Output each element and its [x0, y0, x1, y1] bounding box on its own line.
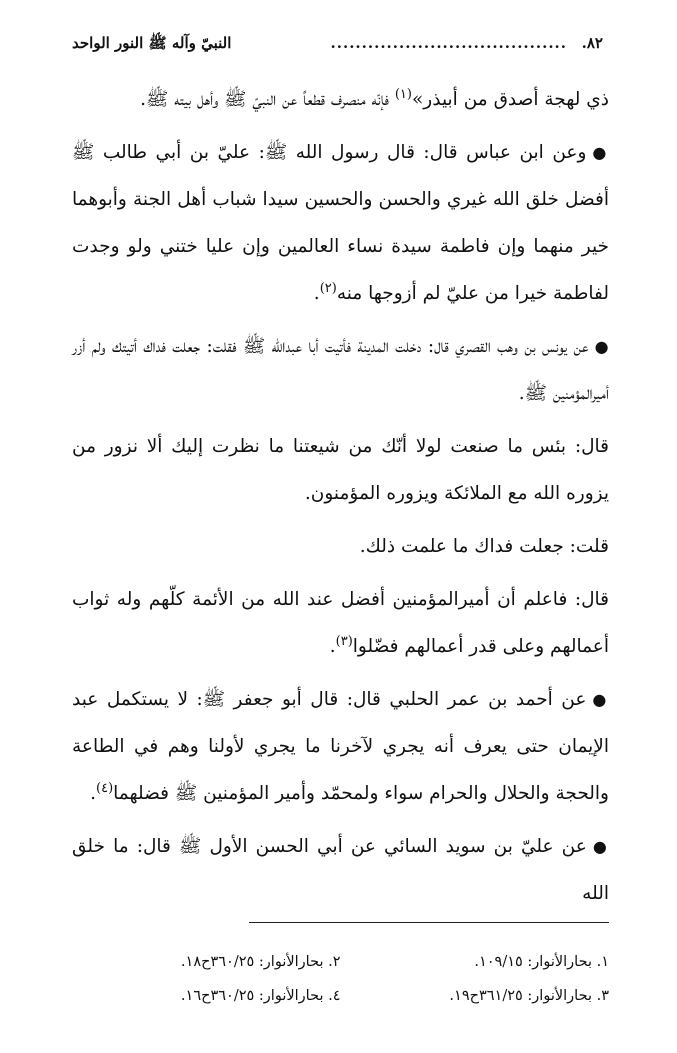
paragraph-text: وعن ابن عباس قال: قال رسول الله ﷺ: عليّ بن أبي طالب ﷺ أفضل خلق الله غيري والحسن والحسين سيدا شباب أهل الجنة وأبوهما خير منهما وإن فاطمة سيدة نساء العالمين وإن عليا ختني ولو وجدت لفاطمة خيرا من عليّ لم أزوجها منه [72, 142, 609, 304]
paragraph [72, 576, 609, 670]
footnote-divider [249, 922, 609, 923]
paragraph-text: قال: فاعلم أن أميرالمؤمنين أفضل عند الله من الأئمة كلّهم وله ثواب أعمالهم وعلى قدر أعمالهم فضّلوا [72, 589, 609, 657]
paragraph-tail: . [90, 783, 97, 804]
footnote: ٣. بحارالأنوار: ٣٦١/٢٥ح١٩. [449, 988, 609, 1004]
paragraph [72, 823, 609, 917]
bullet-icon: ● [592, 690, 609, 709]
header-title: النبيّ وآله ﷺ النور الواحد [72, 34, 232, 52]
bullet-icon: ● [592, 143, 610, 162]
paragraph [72, 423, 609, 517]
bullet-icon: ● [594, 337, 609, 356]
footnote-ref: (٣) [335, 633, 353, 649]
paragraph [72, 523, 609, 570]
footnote: ٤. بحارالأنوار: ٣٦٠/٢٥ح١٦. [180, 988, 341, 1004]
paragraph-tail: . [313, 283, 320, 304]
paragraph-text: ذي لهجة أصدق من أبيذر» [411, 89, 609, 110]
paragraph [72, 129, 609, 317]
footnote: ١. بحارالأنوار: ١٠٩/١٥. [474, 954, 609, 970]
paragraph-tail: . [329, 636, 336, 657]
paragraph-tail: فإنّه منصرف قطعاً عن النبيّ ﷺ وأهل بيته ﷺ. [140, 89, 395, 110]
footnote: ٢. بحارالأنوار: ٣٦٠/٢٥ح١٨. [180, 954, 341, 970]
bullet-icon: ● [592, 837, 609, 856]
paragraph [72, 76, 609, 123]
running-header [72, 30, 609, 58]
paragraph-text: قلت: جعلت فداك ما علمت ذلك. [359, 536, 609, 557]
footnote-ref: (٢) [319, 280, 337, 296]
paragraph-text: عن يونس بن وهب القصري قال: دخلت المدينة فأتيت أبا عبدالله ﷺ فقلت: جعلت فداك أتيتك ولم أزر أميرالمؤمنين ﷺ. [72, 336, 609, 404]
paragraph [72, 323, 609, 417]
paragraph-text: قال: بئس ما صنعت لولا أنّك من شيعتنا ما نظرت إليك ألا نزور من يزوره الله مع الملائكة ويزوره المؤمنون. [72, 436, 609, 504]
paragraph [72, 676, 609, 817]
page-number: ٨٢. [581, 34, 603, 52]
footnote-ref: (١) [394, 86, 412, 102]
main-text [72, 76, 609, 917]
footnote-ref: (٤) [96, 780, 114, 796]
paragraph-text: عن عليّ بن سويد السائي عن أبي الحسن الأول ﷺ قال: ما خلق الله [72, 836, 609, 904]
header-leader-dots: ...................................... [330, 34, 567, 52]
footnotes [72, 945, 609, 1013]
paragraph-text: عن أحمد بن عمر الحلبي قال: قال أبو جعفر ﷺ: لا يستكمل عبد الإيمان حتى يعرف أنه يجري لآخرنا ما يجري لأولنا وهم في الطاعة والحجة والحلال والحرام سواء ولمحمّد وأمير المؤمنين ﷺ فضلهما [72, 689, 609, 804]
